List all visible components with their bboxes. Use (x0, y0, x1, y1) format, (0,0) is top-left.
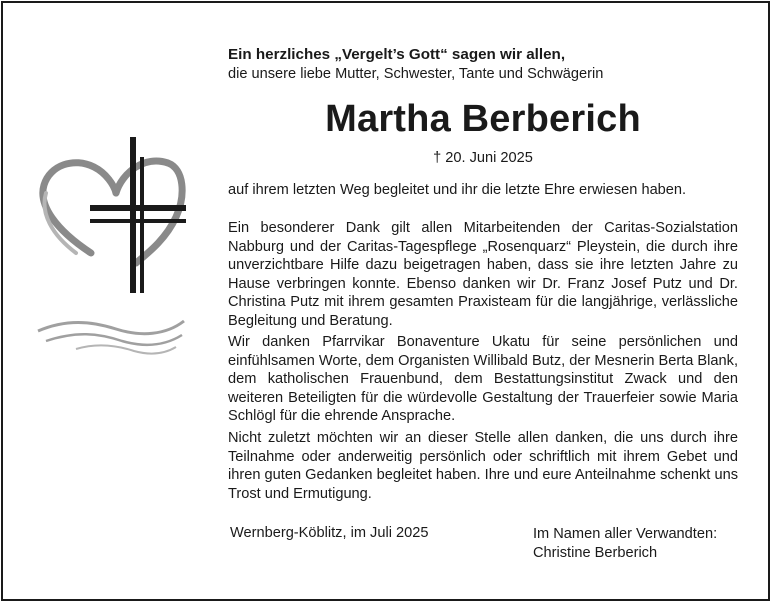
paragraph-4: Nicht zuletzt möchten wir an dieser Stelle allen danken, die uns durch ihre Teilnahme oder anderweitig persönlich oder schriftlich mit ihrem Gebet und ihren guten Gedanken begleitet haben. Ihre und eure Anteilnahme schenkt uns Trost und Ermutigung. (228, 430, 738, 502)
thanks-line: Ein herzliches „Vergelt’s Gott“ sagen wir allen, (228, 46, 566, 63)
signature-intro: Im Namen aller Verwandten: (533, 526, 718, 542)
cross-heart-waves-icon (36, 135, 186, 365)
deceased-name: Martha Berberich (325, 98, 641, 140)
intro (228, 46, 738, 83)
signature-name: Christine Berberich (533, 544, 658, 561)
death-date: † 20. Juni 2025 (433, 150, 533, 166)
paragraph-3: Wir danken Pfarrvikar Bonaventure Ukatu für seine persönlichen und einfühlsamen Worte, dem Organisten Willibald Butz, der Mesnerin Berta Blank, dem katholischen Frauenbund, dem Bestattungsinstitut Zwack und den weiteren Beteiligten für die würdevolle Gestaltung der Trauerfeier sowie Maria Schlögl für die ehrende Ansprache. (228, 334, 738, 425)
paragraph-1: auf ihrem letzten Weg begleitet und ihr die letzte Ehre erwiesen haben. (228, 182, 687, 198)
relation-line: die unsere liebe Mutter, Schwester, Tante und Schwägerin (228, 65, 604, 82)
place-date: Wernberg-Köblitz, im Juli 2025 (230, 525, 429, 541)
signature (533, 525, 717, 562)
paragraph-2: Ein besonderer Dank gilt allen Mitarbeitenden der Caritas-Sozialstation Nabburg und der Caritas-Tagespflege „Rosenquarz“ Pleystein, die durch ihre unverzichtbare Hilfe dazu beigetragen haben, dass sie ihre letzten Jahre zu Hause verbringen konnte. Ebenso danken wir Dr. Franz Josef Putz und Dr. Christina Putz mit ihrem gesamten Praxisteam für die langjährige, verlässliche Begleitung und Beratung. (228, 220, 738, 329)
